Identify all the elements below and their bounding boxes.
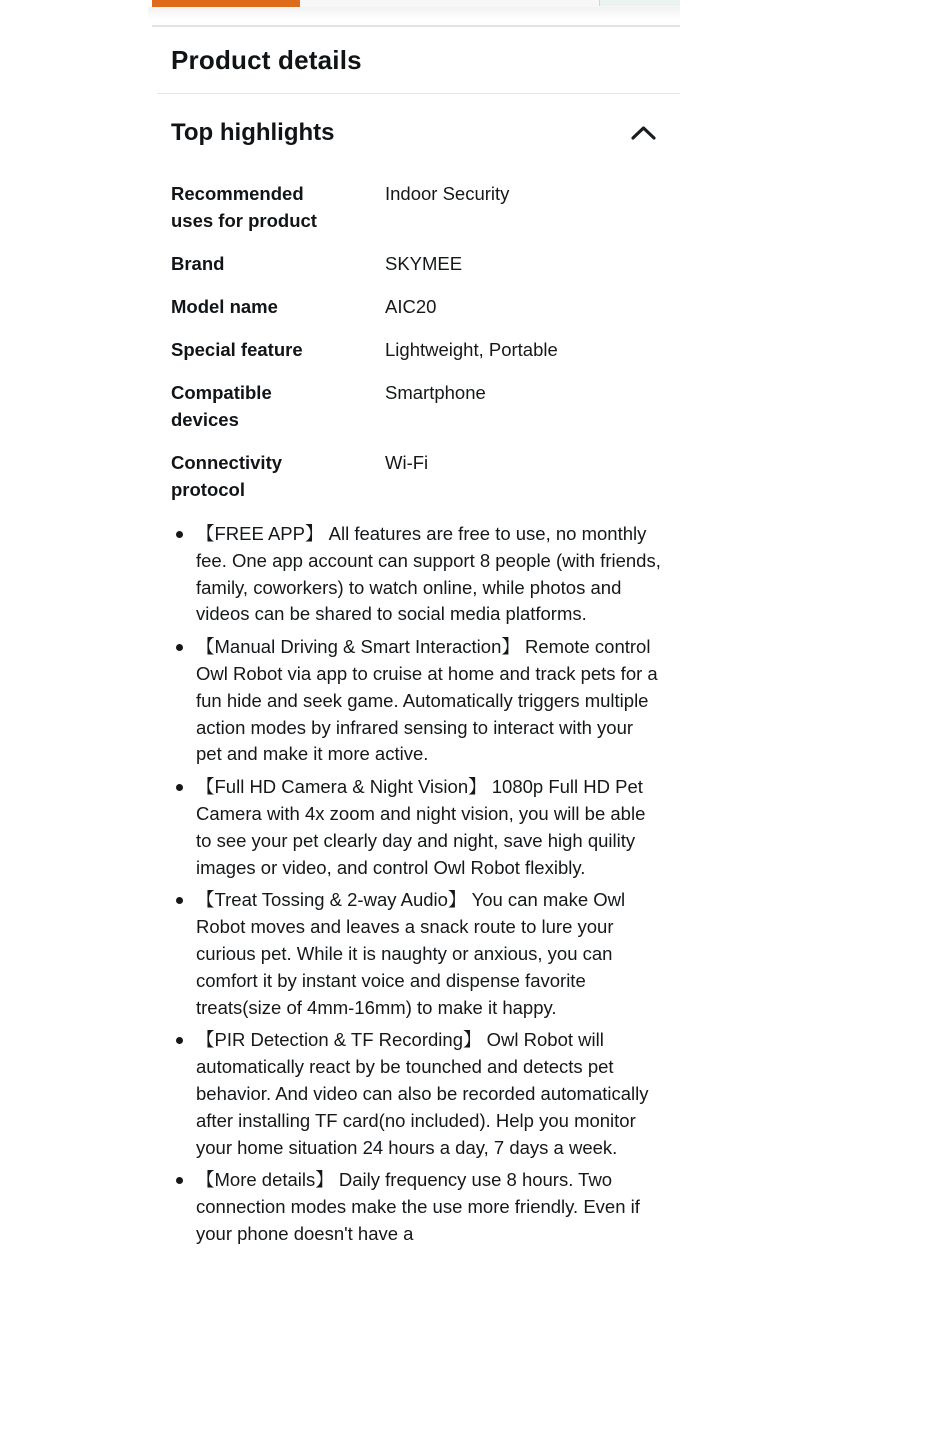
attribute-label: Recommended uses for product bbox=[171, 183, 317, 231]
attribute-row bbox=[171, 336, 680, 363]
bullet-marker bbox=[171, 634, 196, 768]
bullet-text: 【Treat Tossing & 2-way Audio】 You can make Owl Robot moves and leaves a snack route to lure your curious pet. While it is naughty or anxious, you can comfort it by instant voice and dispense favorite treats(size of 4mm-16mm) to make it happy. bbox=[196, 889, 626, 1018]
bullet-text: 【More details】 Daily frequency use 8 hours. Two connection modes make the use more friendly. Even if your phone doesn't have a bbox=[196, 1169, 640, 1244]
feature-bullet-list bbox=[171, 521, 663, 1254]
attribute-value: AIC20 bbox=[385, 296, 437, 317]
attribute-label: Special feature bbox=[171, 339, 303, 360]
bullet-marker bbox=[171, 1167, 196, 1247]
top-highlights-header[interactable] bbox=[171, 118, 657, 148]
page-title: Product details bbox=[171, 45, 362, 75]
attribute-row bbox=[171, 293, 680, 320]
bullet-text: 【Manual Driving & Smart Interaction】 Remote control Owl Robot via app to cruise at home and track pets for a fun hide and seek game. Automatically triggers multiple action modes by infrared sensing to interact with your pet and make it more active. bbox=[196, 636, 658, 765]
bullet-text: 【Full HD Camera & Night Vision】 1080p Full HD Pet Camera with 4x zoom and night vision, you will be able to see your pet clearly day and night, save high quility images or video, and control Owl Robot flexibly. bbox=[196, 776, 646, 878]
chevron-up-icon[interactable] bbox=[630, 125, 657, 141]
bullet-item bbox=[171, 634, 663, 768]
attribute-value: SKYMEE bbox=[385, 253, 463, 274]
top-highlights-title: Top highlights bbox=[171, 119, 335, 146]
attribute-label: Brand bbox=[171, 253, 225, 274]
attribute-row bbox=[171, 250, 680, 277]
bullet-marker bbox=[171, 887, 196, 1021]
attribute-row bbox=[171, 379, 680, 433]
bullet-marker bbox=[171, 521, 196, 628]
bullet-item bbox=[171, 1167, 663, 1247]
attribute-value: Lightweight, Portable bbox=[385, 339, 558, 360]
attribute-value: Smartphone bbox=[385, 382, 486, 403]
attribute-value: Indoor Security bbox=[385, 183, 510, 204]
attribute-row bbox=[171, 449, 680, 503]
bullet-text: 【FREE APP】 All features are free to use, no monthly fee. One app account can support 8 people (with friends, family, coworkers) to watch online, while photos and videos can be shared to social media platforms. bbox=[196, 523, 661, 625]
bullet-text: 【PIR Detection & TF Recording】 Owl Robot will automatically react by be tounched and detects pet behavior. And video can also be recorded automatically after installing TF card(no included). Help you monitor your home situation 24 hours a day, 7 days a week. bbox=[196, 1029, 649, 1158]
attribute-row bbox=[171, 180, 680, 234]
bullet-item bbox=[171, 521, 663, 628]
product-details-panel bbox=[148, 0, 680, 1254]
attributes-table bbox=[171, 180, 680, 503]
bullet-marker bbox=[171, 774, 196, 881]
bullet-item bbox=[171, 774, 663, 881]
section-divider bbox=[157, 93, 680, 94]
bullet-item bbox=[171, 887, 663, 1021]
attribute-value: Wi-Fi bbox=[385, 452, 429, 473]
bullet-marker bbox=[171, 1027, 196, 1161]
attribute-label: Compatible devices bbox=[171, 382, 272, 430]
attribute-label: Model name bbox=[171, 296, 278, 317]
attribute-label: Connectivity protocol bbox=[171, 452, 283, 500]
bullet-item bbox=[171, 1027, 663, 1161]
